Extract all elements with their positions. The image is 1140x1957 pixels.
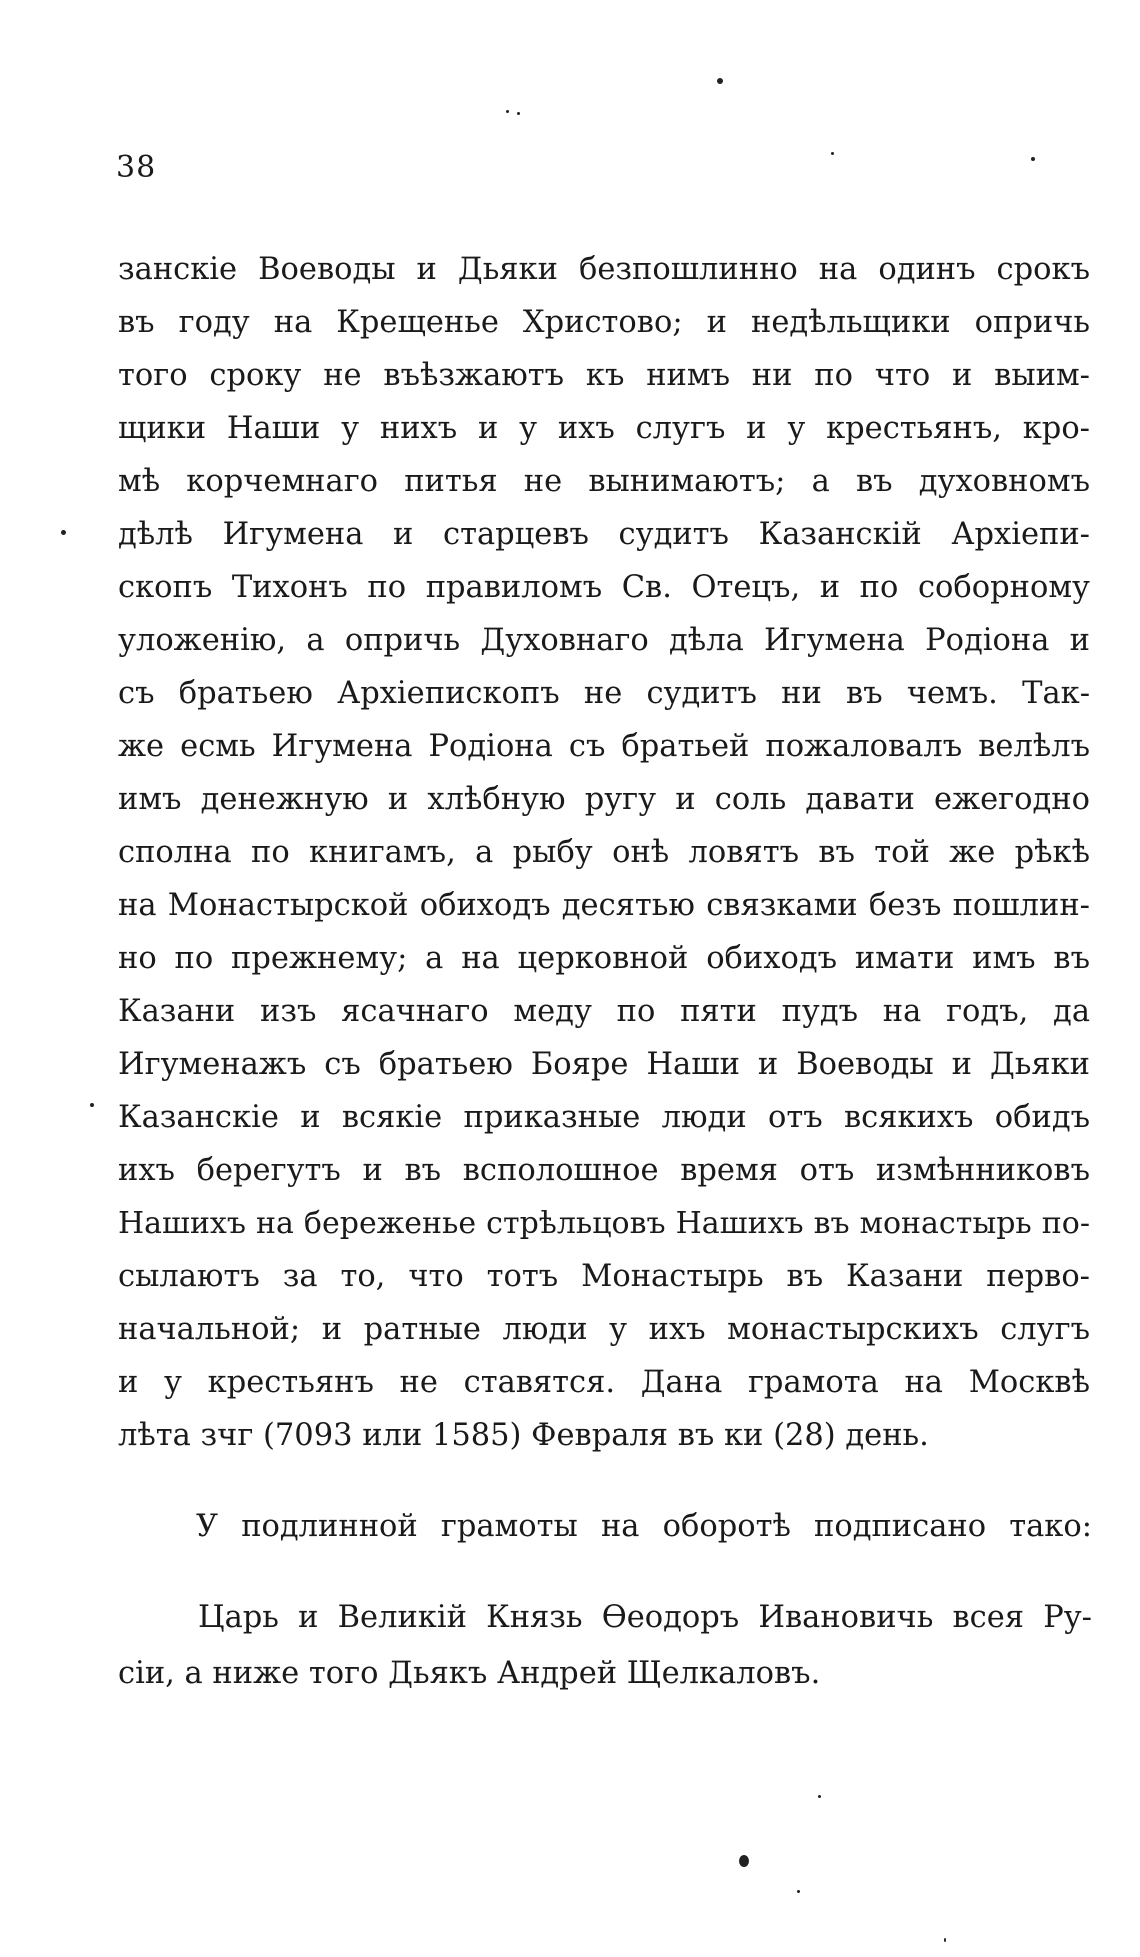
text-line: и у крестьянъ не ставятся. Дана грамота на Москвѣ bbox=[118, 1365, 1090, 1400]
text-line: Нашихъ на береженье стрѣльцовъ Нашихъ въ монастырь по- bbox=[118, 1206, 1090, 1241]
text-line: но по прежнему; а на церковной обиходъ имати имъ въ bbox=[118, 941, 1090, 976]
scan-speck bbox=[717, 78, 723, 84]
text-line: того сроку не въѣзжаютъ къ нимъ ни по что и выим- bbox=[118, 358, 1090, 393]
text-line: дѣлѣ Игумена и старцевъ судитъ Казанскій Архіепи- bbox=[118, 517, 1090, 552]
text-line: Казани изъ ясачнаго меду по пяти пудъ на годъ, да bbox=[118, 994, 1090, 1029]
signature-line: сіи, а ниже того Дьякъ Андрей Щелкаловъ. bbox=[118, 1656, 821, 1691]
text-line: Казанскіе и всякіе приказные люди отъ всякихъ обидъ bbox=[118, 1100, 1090, 1135]
scan-speck bbox=[506, 110, 509, 113]
text-line: имъ денежную и хлѣбную ругу и соль давати ежегодно bbox=[118, 782, 1090, 817]
text-line: скопъ Тихонъ по правиломъ Св. Отецъ, и по соборному bbox=[118, 570, 1090, 605]
scan-speck bbox=[739, 1855, 749, 1867]
signature-note: У подлинной грамоты на оборотѣ подписано тако: bbox=[196, 1509, 1092, 1544]
scan-speck bbox=[90, 1103, 94, 1107]
text-line: мѣ корчемнаго питья не вынимаютъ; а въ духовномъ bbox=[118, 464, 1090, 499]
signature-line: Царь и Великій Князь Ѳеодоръ Ивановичь всея Ру- bbox=[198, 1600, 1092, 1635]
text-line: щики Наши у нихъ и у ихъ слугъ и у крестьянъ, кро- bbox=[118, 411, 1090, 446]
scan-speck bbox=[944, 1938, 946, 1942]
text-line: сылаютъ за то, что тотъ Монастырь въ Казани перво- bbox=[118, 1259, 1090, 1294]
scan-speck bbox=[797, 1890, 800, 1893]
text-line: сполна по книгамъ, а рыбу онѣ ловятъ въ той же рѣкѣ bbox=[118, 835, 1090, 870]
text-line: лѣта зчг (7093 или 1585) Февраля въ ки (28) день. bbox=[118, 1418, 929, 1453]
text-line: въ году на Крещенье Христово; и недѣльщики опричь bbox=[118, 305, 1090, 340]
text-line: занскіе Воеводы и Дьяки безпошлинно на одинъ срокъ bbox=[118, 252, 1090, 287]
text-line: уложенію, а опричь Духовнаго дѣла Игумена Родіона и bbox=[118, 623, 1090, 658]
text-line: съ братьею Архіепископъ не судитъ ни въ чемъ. Так- bbox=[118, 676, 1090, 711]
page-number: 38 bbox=[116, 150, 157, 185]
scan-speck bbox=[1031, 157, 1035, 161]
text-line: же есмь Игумена Родіона съ братьей пожаловалъ велѣлъ bbox=[118, 729, 1090, 764]
scan-speck bbox=[831, 152, 834, 155]
signature-block bbox=[118, 1590, 1092, 1702]
scan-speck bbox=[818, 1795, 821, 1798]
scan-speck bbox=[517, 112, 520, 115]
charter-text bbox=[118, 243, 1090, 1462]
text-line: на Монастырской обиходъ десятью связками безъ пошлин- bbox=[118, 888, 1090, 923]
text-line: Игуменажъ съ братьею Бояре Наши и Воеводы и Дьяки bbox=[118, 1047, 1090, 1082]
scan-speck bbox=[61, 530, 66, 535]
text-line: начальной; и ратные люди у ихъ монастырскихъ слугъ bbox=[118, 1312, 1090, 1347]
text-line: ихъ берегутъ и въ всполошное время отъ измѣнниковъ bbox=[118, 1153, 1090, 1188]
